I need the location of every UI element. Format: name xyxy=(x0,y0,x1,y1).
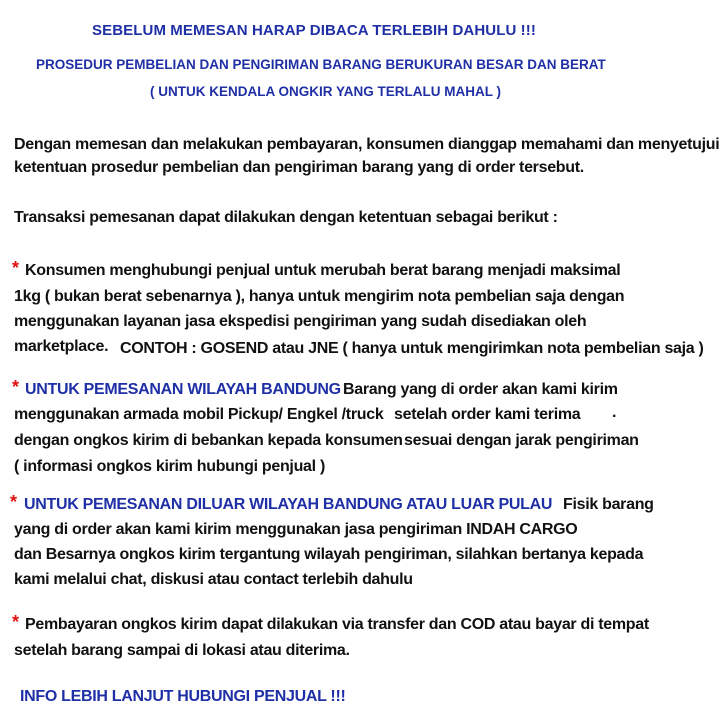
bullet-asterisk-3: * xyxy=(10,492,17,512)
item4-line-2: setelah barang sampai di lokasi atau diterima. xyxy=(14,642,350,659)
item4-line-1: Pembayaran ongkos kirim dapat dilakukan via transfer dan COD atau bayar di tempat xyxy=(25,616,649,633)
transaksi-text: Transaksi pemesanan dapat dilakukan dengan ketentuan sebagai berikut : xyxy=(14,209,558,226)
item1-line-3: menggunakan layanan jasa ekspedisi pengiriman yang sudah disediakan oleh xyxy=(14,313,587,330)
item2-heading: UNTUK PEMESANAN WILAYAH BANDUNG xyxy=(25,381,341,398)
page-subtitle: PROSEDUR PEMBELIAN DAN PENGIRIMAN BARANG BERUKURAN BESAR DAN BERAT xyxy=(36,57,606,72)
bullet-asterisk-4: * xyxy=(12,612,19,632)
intro-line-1: Dengan memesan dan melakukan pembayaran, konsumen dianggap memahami dan menyetujui xyxy=(14,136,720,153)
item3-line-4: kami melalui chat, diskusi atau contact terlebih dahulu xyxy=(14,571,413,588)
intro-line-2: ketentuan prosedur pembelian dan pengiriman barang yang di order tersebut. xyxy=(14,159,584,176)
item2-line-3b: sesuai dengan jarak pengiriman xyxy=(404,432,639,449)
item2-line-4: ( informasi ongkos kirim hubungi penjual ) xyxy=(14,458,325,475)
bullet-asterisk-2: * xyxy=(12,377,19,397)
item3-line-3: dan Besarnya ongkos kirim tergantung wilayah pengiriman, silahkan bertanya kepada xyxy=(14,546,644,563)
item2-line-3a: dengan ongkos kirim di bebankan kepada konsumen xyxy=(14,432,403,449)
page-note: ( UNTUK KENDALA ONGKIR YANG TERLALU MAHAL ) xyxy=(150,84,501,99)
item2-line-2b: setelah order kami terima xyxy=(394,406,581,423)
item2-line-1: Barang yang di order akan kami kirim xyxy=(343,381,618,398)
item1-line-1: Konsumen menghubungi penjual untuk merubah berat barang menjadi maksimal xyxy=(25,262,621,279)
item1-line-4b: CONTOH : GOSEND atau JNE ( hanya untuk mengirimkan nota pembelian saja ) xyxy=(120,340,704,357)
item2-line-2c: . xyxy=(612,404,617,421)
item1-line-4a: marketplace. xyxy=(14,338,109,355)
page-title: SEBELUM MEMESAN HARAP DIBACA TERLEBIH DAHULU !!! xyxy=(92,22,536,39)
bullet-asterisk-1: * xyxy=(12,258,19,278)
item3-heading: UNTUK PEMESANAN DILUAR WILAYAH BANDUNG ATAU LUAR PULAU xyxy=(24,496,553,513)
item2-line-2a: menggunakan armada mobil Pickup/ Engkel /truck xyxy=(14,406,384,423)
footer-note: INFO LEBIH LANJUT HUBUNGI PENJUAL !!! xyxy=(20,688,346,705)
item3-line-1: Fisik barang xyxy=(563,496,654,513)
item1-line-2: 1kg ( bukan berat sebenarnya ), hanya untuk mengirim nota pembelian saja dengan xyxy=(14,288,625,305)
item3-line-2: yang di order akan kami kirim menggunakan jasa pengiriman INDAH CARGO xyxy=(14,521,578,538)
